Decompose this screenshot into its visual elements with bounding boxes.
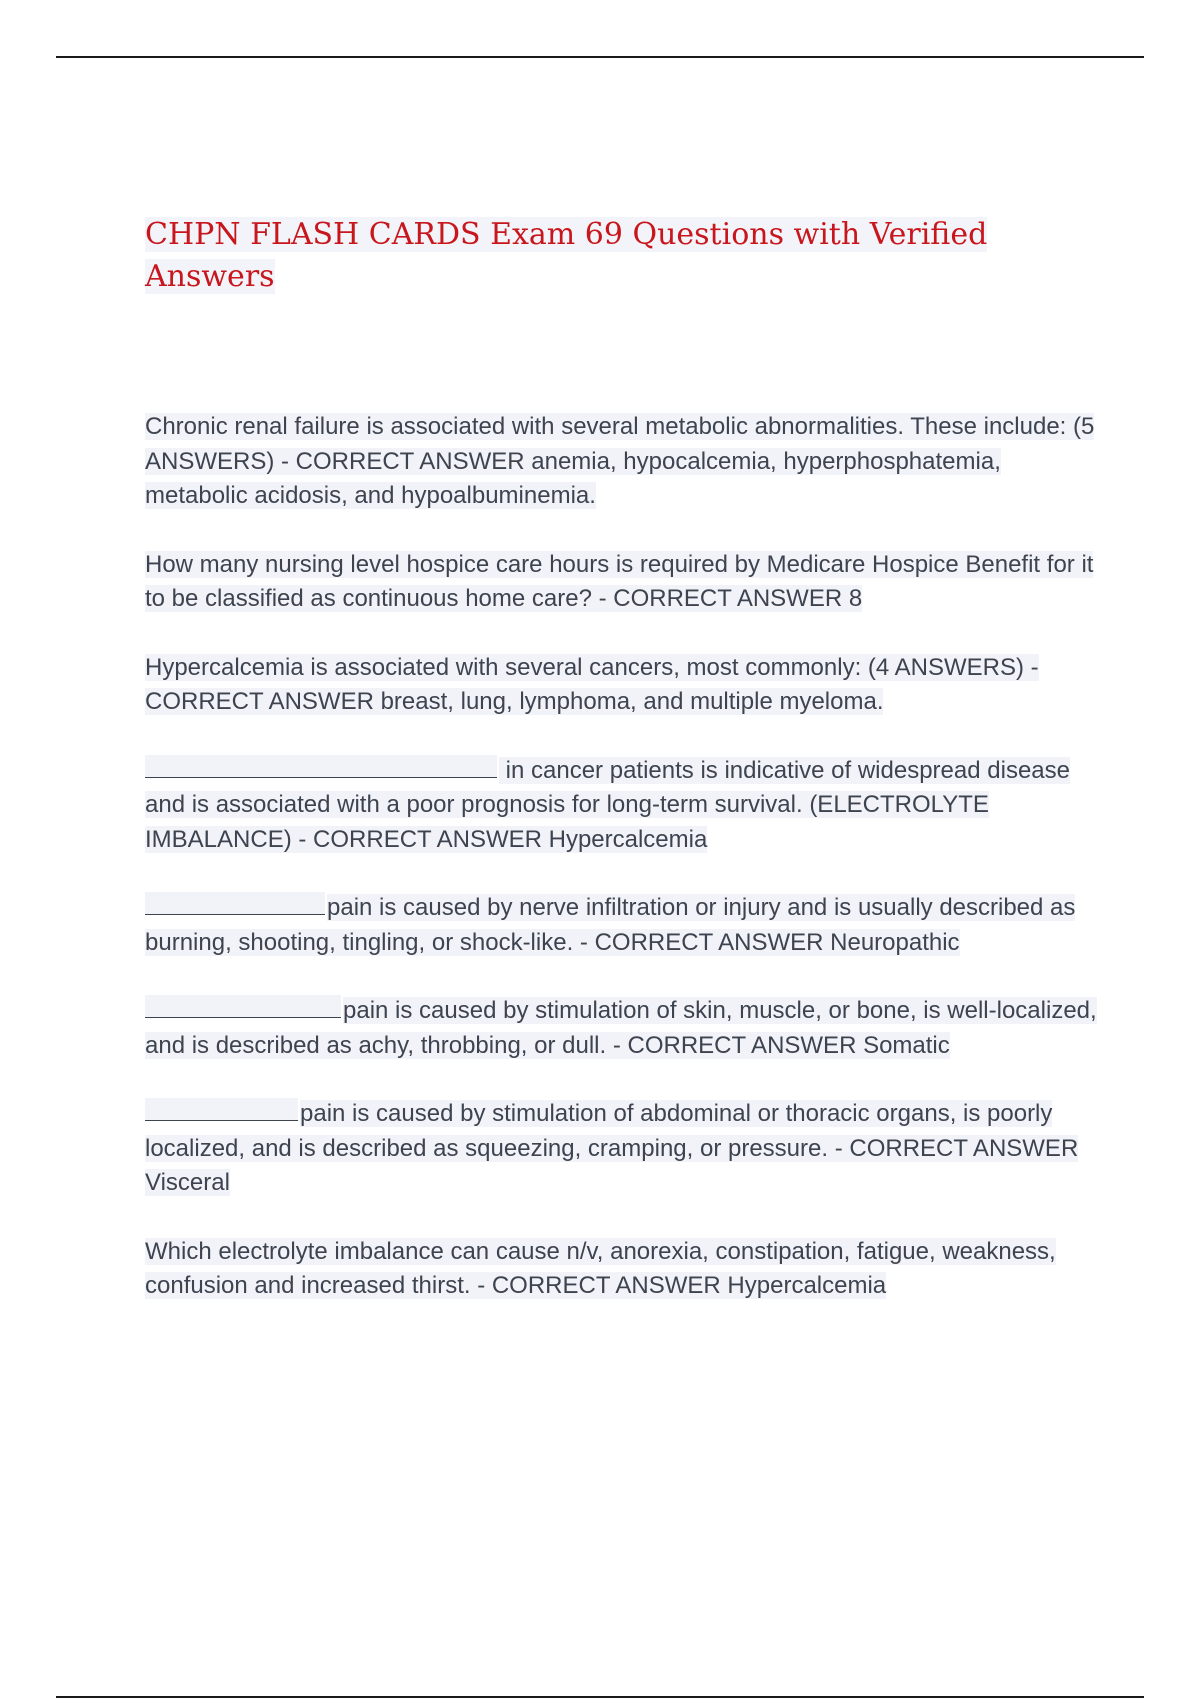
fill-in-blank xyxy=(145,995,341,1018)
document-title-text: CHPN FLASH CARDS Exam 69 Questions with Verified Answers xyxy=(145,217,988,294)
qa-item-text: pain is caused by nerve infiltration or injury and is usually described as burning, shooting, tingling, or shock-like. - CORRECT ANSWER Neuropathic xyxy=(145,894,1076,956)
qa-item xyxy=(145,994,1105,1063)
qa-item-text: pain is caused by stimulation of skin, muscle, or bone, is well-localized, and is described as achy, throbbing, or dull. - CORRECT ANSWER Somatic xyxy=(145,997,1097,1059)
bottom-rule xyxy=(56,1696,1144,1698)
fill-in-blank xyxy=(145,892,325,915)
qa-item-text: in cancer patients is indicative of widespread disease and is associated with a poor prognosis for long-term survival. (ELECTROLYTE IMBALANCE) - CORRECT ANSWER Hypercalcemia xyxy=(145,756,1070,853)
top-rule xyxy=(56,56,1144,58)
fill-in-blank xyxy=(145,1098,298,1121)
qa-item xyxy=(145,1235,1105,1304)
qa-item-text: pain is caused by stimulation of abdominal or thoracic organs, is poorly localized, and is described as squeezing, cramping, or pressure. - CORRECT ANSWER Visceral xyxy=(145,1100,1079,1196)
document-title xyxy=(145,214,1105,298)
qa-item-text: Which electrolyte imbalance can cause n/v, anorexia, constipation, fatigue, weakness, confusion and increased thirst. - CORRECT ANSWER Hypercalcemia xyxy=(145,1237,1056,1299)
qa-item-text: How many nursing level hospice care hours is required by Medicare Hospice Benefit for it to be classified as continuous home care? - CORRECT ANSWER 8 xyxy=(145,550,1094,612)
qa-item xyxy=(145,754,1105,858)
qa-list xyxy=(145,410,1105,1304)
qa-item xyxy=(145,651,1105,720)
qa-item-text: Hypercalcemia is associated with several cancers, most commonly: (4 ANSWERS) - CORRECT ANSWER breast, lung, lymphoma, and multiple myeloma. xyxy=(145,653,1039,715)
document-body xyxy=(145,214,1105,1338)
qa-item xyxy=(145,891,1105,960)
qa-item xyxy=(145,1097,1105,1201)
qa-item xyxy=(145,548,1105,617)
qa-item xyxy=(145,410,1105,514)
fill-in-blank xyxy=(145,755,497,778)
qa-item-text: Chronic renal failure is associated with several metabolic abnormalities. These include: (5 ANSWERS) - CORRECT ANSWER anemia, hypocalcemia, hyperphosphatemia, metabolic acidosis, and hypoalbuminemia. xyxy=(145,413,1095,509)
